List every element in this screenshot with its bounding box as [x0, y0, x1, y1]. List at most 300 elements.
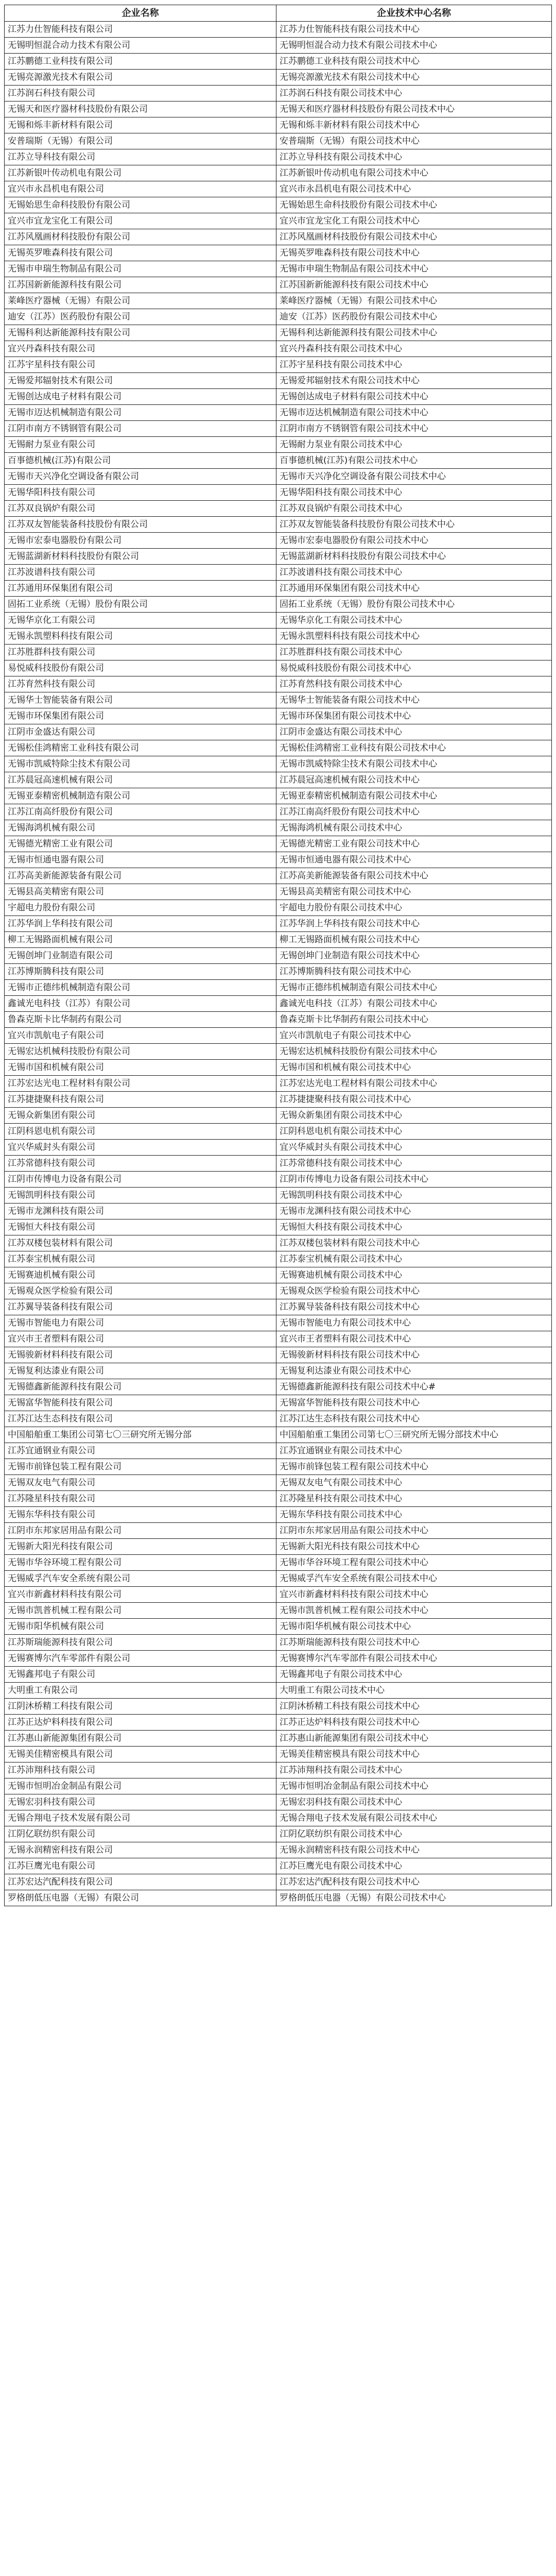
- table-row: [5, 549, 552, 565]
- tech-center-name-cell: 江苏宜通钢业有限公司技术中心: [276, 1443, 552, 1459]
- enterprise-name-cell: 无锡市申瑞生物制品有限公司: [5, 261, 276, 277]
- table-row: [5, 1826, 552, 1842]
- table-row: [5, 1219, 552, 1235]
- enterprise-name-cell: 江苏翼导装备科技有限公司: [5, 1299, 276, 1315]
- enterprise-name-cell: 无锡华阳科技有限公司: [5, 485, 276, 501]
- table-row: [5, 389, 552, 405]
- tech-center-name-cell: 江苏育然科技有限公司技术中心: [276, 676, 552, 692]
- table-row: [5, 1715, 552, 1731]
- enterprise-name-cell: 江阴市传博电力设备有限公司: [5, 1172, 276, 1188]
- enterprise-name-cell: 无锡市环保集团有限公司: [5, 708, 276, 724]
- tech-center-name-cell: 迪安（江苏）医药股份有限公司技术中心: [276, 309, 552, 325]
- enterprise-tech-center-table: [4, 5, 552, 1906]
- tech-center-name-cell: 江苏波谱科技有限公司技术中心: [276, 565, 552, 581]
- tech-center-name-cell: 无锡市华谷环境工程有限公司技术中心: [276, 1555, 552, 1571]
- tech-center-name-cell: 宜兴华威封头有限公司技术中心: [276, 1140, 552, 1156]
- tech-center-name-cell: 江阴市传博电力设备有限公司技术中心: [276, 1172, 552, 1188]
- table-row: [5, 708, 552, 724]
- table-row: [5, 70, 552, 86]
- table-row: [5, 133, 552, 149]
- tech-center-name-cell: 无锡耐力泵业有限公司技术中心: [276, 437, 552, 453]
- tech-center-name-cell: 无锡东华科技有限公司技术中心: [276, 1507, 552, 1523]
- table-row: [5, 229, 552, 245]
- tech-center-name-cell: 江苏江达生态科技有限公司技术中心: [276, 1411, 552, 1427]
- tech-center-name-cell: 无锡富华智能科技有限公司技术中心: [276, 1395, 552, 1411]
- table-row: [5, 852, 552, 868]
- tech-center-name-cell: 无锡市国和机械有限公司技术中心: [276, 1060, 552, 1076]
- table-row: [5, 1092, 552, 1108]
- table-row: [5, 1475, 552, 1491]
- enterprise-name-cell: 江苏润石科技有限公司: [5, 86, 276, 101]
- table-row: [5, 1603, 552, 1619]
- enterprise-name-cell: 江阴市南方不锈钢管有限公司: [5, 421, 276, 437]
- tech-center-name-cell: 中国船舶重工集团公司第七〇三研究所无锡分部技术中心: [276, 1427, 552, 1443]
- tech-center-name-cell: 无锡市天兴净化空调设备有限公司技术中心: [276, 469, 552, 485]
- tech-center-name-cell: 江苏双友智能装备科技股份有限公司技术中心: [276, 517, 552, 533]
- enterprise-name-cell: 无锡骏新材料科技有限公司: [5, 1347, 276, 1363]
- table-row: [5, 1874, 552, 1890]
- tech-center-name-cell: 宜兴市新鑫材料科技有限公司技术中心: [276, 1587, 552, 1603]
- enterprise-name-cell: 无锡蓝湖新材料科技股份有限公司: [5, 549, 276, 565]
- table-row: [5, 373, 552, 389]
- enterprise-name-cell: 江苏江南高纤股份有限公司: [5, 804, 276, 820]
- table-row: [5, 900, 552, 916]
- tech-center-name-cell: 无锡创达成电子材料有限公司技术中心: [276, 389, 552, 405]
- tech-center-name-cell: 无锡美佳精密模具有限公司技术中心: [276, 1747, 552, 1762]
- table-row: [5, 1076, 552, 1092]
- table-row: [5, 1044, 552, 1060]
- enterprise-name-cell: 无锡创坤门业制造有限公司: [5, 948, 276, 964]
- table-row: [5, 581, 552, 597]
- tech-center-name-cell: 罗格朗低压电器（无锡）有限公司技术中心: [276, 1890, 552, 1906]
- table-row: [5, 1012, 552, 1028]
- table-row: [5, 86, 552, 101]
- enterprise-name-cell: 无锡永凯塑料科技有限公司: [5, 629, 276, 645]
- enterprise-name-cell: 江苏宏达光电工程材料有限公司: [5, 1076, 276, 1092]
- header-enterprise-name: 企业名称: [5, 5, 276, 22]
- table-row: [5, 1539, 552, 1555]
- enterprise-name-cell: 无锡华士智能装备有限公司: [5, 692, 276, 708]
- enterprise-name-cell: 无锡天和医疗器材科技股份有限公司: [5, 101, 276, 117]
- enterprise-name-cell: 无锡众新集团有限公司: [5, 1108, 276, 1124]
- enterprise-name-cell: 无锡市恒明冶金制品有限公司: [5, 1778, 276, 1794]
- enterprise-name-cell: 江苏常德科技有限公司: [5, 1156, 276, 1172]
- table-row: [5, 517, 552, 533]
- table-row: [5, 405, 552, 421]
- table-row: [5, 1315, 552, 1331]
- tech-center-name-cell: 无锡华京化工有限公司技术中心: [276, 613, 552, 629]
- table-row: [5, 325, 552, 341]
- table-row: [5, 1619, 552, 1635]
- header-tech-center-name: 企业技术中心名称: [276, 5, 552, 22]
- table-row: [5, 38, 552, 54]
- table-row: [5, 54, 552, 70]
- enterprise-name-cell: 江苏沛翔科技有限公司: [5, 1762, 276, 1778]
- tech-center-name-cell: 江苏鹏德工业科技有限公司技术中心: [276, 54, 552, 70]
- tech-center-name-cell: 江苏宏达汽配科技有限公司技术中心: [276, 1874, 552, 1890]
- tech-center-name-cell: 无锡市前锋包装工程有限公司技术中心: [276, 1459, 552, 1475]
- tech-center-name-cell: 江苏宏达光电工程材料有限公司技术中心: [276, 1076, 552, 1092]
- tech-center-name-cell: 莱峰医疗器械（无锡）有限公司技术中心: [276, 293, 552, 309]
- tech-center-name-cell: 无锡松佳鸿精密工业科技有限公司技术中心: [276, 740, 552, 756]
- table-row: [5, 357, 552, 373]
- table-row: [5, 1667, 552, 1683]
- table-row: [5, 117, 552, 133]
- enterprise-name-cell: 无锡爱邦辐射技术有限公司: [5, 373, 276, 389]
- enterprise-name-cell: 无锡始思生命科技股份有限公司: [5, 197, 276, 213]
- enterprise-name-cell: 无锡市正德纬机械制造有限公司: [5, 980, 276, 996]
- tech-center-name-cell: 无锡市凯威特除尘技术有限公司技术中心: [276, 756, 552, 772]
- enterprise-name-cell: 江苏高美新能源装备有限公司: [5, 868, 276, 884]
- table-row: [5, 948, 552, 964]
- enterprise-name-cell: 莱峰医疗器械（无锡）有限公司: [5, 293, 276, 309]
- table-row: [5, 213, 552, 229]
- enterprise-name-cell: 江苏巨鹰光电有限公司: [5, 1858, 276, 1874]
- tech-center-name-cell: 无锡双友电气有限公司技术中心: [276, 1475, 552, 1491]
- tech-center-name-cell: 江苏通用环保集团有限公司技术中心: [276, 581, 552, 597]
- table-row: [5, 1299, 552, 1315]
- enterprise-name-cell: 无锡市凯威特除尘技术有限公司: [5, 756, 276, 772]
- table-row: [5, 485, 552, 501]
- tech-center-name-cell: 无锡德鑫新能源科技有限公司技术中心#: [276, 1379, 552, 1395]
- tech-center-name-cell: 无锡宏达机械科技股份有限公司技术中心: [276, 1044, 552, 1060]
- table-row: [5, 1555, 552, 1571]
- table-row: [5, 1427, 552, 1443]
- enterprise-name-cell: 无锡恒大科技有限公司: [5, 1219, 276, 1235]
- enterprise-name-cell: 宜兴丹森科技有限公司: [5, 341, 276, 357]
- enterprise-name-cell: 江苏通用环保集团有限公司: [5, 581, 276, 597]
- enterprise-name-cell: 江苏惠山新能源集团有限公司: [5, 1731, 276, 1747]
- tech-center-name-cell: 宇超电力股份有限公司技术中心: [276, 900, 552, 916]
- tech-center-name-cell: 江苏晨冠高速机械有限公司技术中心: [276, 772, 552, 788]
- enterprise-name-cell: 安普瑞斯（无锡）有限公司: [5, 133, 276, 149]
- enterprise-name-cell: 罗格朗低压电器（无锡）有限公司: [5, 1890, 276, 1906]
- tech-center-name-cell: 无锡创坤门业制造有限公司技术中心: [276, 948, 552, 964]
- table-row: [5, 996, 552, 1012]
- table-row: [5, 22, 552, 38]
- tech-center-name-cell: 江阴科恩电机有限公司技术中心: [276, 1124, 552, 1140]
- tech-center-name-cell: 江苏力仕智能科技有限公司技术中心: [276, 22, 552, 38]
- tech-center-name-cell: 江苏润石科技有限公司技术中心: [276, 86, 552, 101]
- table-row: [5, 1778, 552, 1794]
- tech-center-name-cell: 安普瑞斯（无锡）有限公司技术中心: [276, 133, 552, 149]
- enterprise-name-cell: 江苏双友智能装备科技股份有限公司: [5, 517, 276, 533]
- enterprise-name-cell: 无锡市宏泰电器股份有限公司: [5, 533, 276, 549]
- table-body: [5, 22, 552, 1906]
- tech-center-name-cell: 无锡鑫邦电子有限公司技术中心: [276, 1667, 552, 1683]
- enterprise-name-cell: 江苏新银叶传动机电有限公司: [5, 165, 276, 181]
- enterprise-name-cell: 无锡科利达新能源科技有限公司: [5, 325, 276, 341]
- table-row: [5, 1731, 552, 1747]
- table-row: [5, 964, 552, 980]
- enterprise-name-cell: 宜兴市永昌机电有限公司: [5, 181, 276, 197]
- table-row: [5, 1794, 552, 1810]
- table-row: [5, 453, 552, 469]
- table-row: [5, 309, 552, 325]
- table-row: [5, 1587, 552, 1603]
- tech-center-name-cell: 无锡恒大科技有限公司技术中心: [276, 1219, 552, 1235]
- enterprise-name-cell: 无锡双友电气有限公司: [5, 1475, 276, 1491]
- enterprise-name-cell: 无锡东华科技有限公司: [5, 1507, 276, 1523]
- enterprise-name-cell: 江阴市东邦家居用品有限公司: [5, 1523, 276, 1539]
- table-row: [5, 1842, 552, 1858]
- tech-center-name-cell: 江苏宇星科技有限公司技术中心: [276, 357, 552, 373]
- enterprise-name-cell: 无锡市华谷环境工程有限公司: [5, 1555, 276, 1571]
- tech-center-name-cell: 无锡华阳科技有限公司技术中心: [276, 485, 552, 501]
- table-row: [5, 1331, 552, 1347]
- tech-center-name-cell: 无锡科利达新能源科技有限公司技术中心: [276, 325, 552, 341]
- tech-center-name-cell: 无锡威孚汽车安全系统有限公司技术中心: [276, 1571, 552, 1587]
- table-row: [5, 181, 552, 197]
- tech-center-name-cell: 江苏国新新能源科技有限公司技术中心: [276, 277, 552, 293]
- enterprise-name-cell: 无锡合翔电子技术发展有限公司: [5, 1810, 276, 1826]
- table-row: [5, 1507, 552, 1523]
- enterprise-name-cell: 江苏双楼包装材料有限公司: [5, 1235, 276, 1251]
- tech-center-name-cell: 无锡海鸿机械有限公司技术中心: [276, 820, 552, 836]
- tech-center-name-cell: 江苏江南高纤股份有限公司技术中心: [276, 804, 552, 820]
- table-row: [5, 629, 552, 645]
- table-row: [5, 1251, 552, 1267]
- table-row: [5, 1635, 552, 1651]
- enterprise-name-cell: 江苏正达炉料科技有限公司: [5, 1715, 276, 1731]
- table-row: [5, 980, 552, 996]
- table-row: [5, 341, 552, 357]
- tech-center-name-cell: 宜兴丹森科技有限公司技术中心: [276, 341, 552, 357]
- enterprise-name-cell: 江阴沐桥精工科技有限公司: [5, 1699, 276, 1715]
- enterprise-name-cell: 无锡县高美精密有限公司: [5, 884, 276, 900]
- enterprise-name-cell: 无锡华京化工有限公司: [5, 613, 276, 629]
- enterprise-name-cell: 无锡永润精密科技有限公司: [5, 1842, 276, 1858]
- tech-center-name-cell: 江阴市金盛达有限公司技术中心: [276, 724, 552, 740]
- tech-center-name-cell: 无锡华士智能装备有限公司技术中心: [276, 692, 552, 708]
- enterprise-name-cell: 江阴亿联纺织有限公司: [5, 1826, 276, 1842]
- tech-center-name-cell: 无锡市宏泰电器股份有限公司技术中心: [276, 533, 552, 549]
- enterprise-name-cell: 江苏隆星科技有限公司: [5, 1491, 276, 1507]
- tech-center-name-cell: 江苏常德科技有限公司技术中心: [276, 1156, 552, 1172]
- enterprise-name-cell: 江苏风凰画材科技股份有限公司: [5, 229, 276, 245]
- tech-center-name-cell: 无锡新大阳光科技有限公司技术中心: [276, 1539, 552, 1555]
- table-row: [5, 149, 552, 165]
- tech-center-name-cell: 江苏隆星科技有限公司技术中心: [276, 1491, 552, 1507]
- enterprise-name-cell: 江苏博斯腾科技有限公司: [5, 964, 276, 980]
- table-row: [5, 613, 552, 629]
- tech-center-name-cell: 百事德机械(江苏)有限公司技术中心: [276, 453, 552, 469]
- enterprise-name-cell: 江苏宇星科技有限公司: [5, 357, 276, 373]
- tech-center-name-cell: 无锡凯明科技有限公司技术中心: [276, 1188, 552, 1204]
- tech-center-name-cell: 固拓工业系统（无锡）股份有限公司技术中心: [276, 597, 552, 613]
- table-row: [5, 724, 552, 740]
- table-row: [5, 884, 552, 900]
- tech-center-name-cell: 宜兴市王者塑料有限公司技术中心: [276, 1331, 552, 1347]
- tech-center-name-cell: 无锡赛迪机械有限公司技术中心: [276, 1267, 552, 1283]
- tech-center-name-cell: 江苏捷捷聚科技有限公司技术中心: [276, 1092, 552, 1108]
- enterprise-name-cell: 无锡德光精密工业有限公司: [5, 836, 276, 852]
- tech-center-name-cell: 无锡爱邦辐射技术有限公司技术中心: [276, 373, 552, 389]
- tech-center-name-cell: 无锡永润精密科技有限公司技术中心: [276, 1842, 552, 1858]
- enterprise-name-cell: 宜兴市凯航电子有限公司: [5, 1028, 276, 1044]
- tech-center-name-cell: 江苏高美新能源装备有限公司技术中心: [276, 868, 552, 884]
- tech-center-name-cell: 江苏新银叶传动机电有限公司技术中心: [276, 165, 552, 181]
- table-row: [5, 1747, 552, 1762]
- enterprise-name-cell: 鲁森克斯卡比华制药有限公司: [5, 1012, 276, 1028]
- enterprise-name-cell: 无锡市龙渊科技有限公司: [5, 1204, 276, 1219]
- tech-center-name-cell: 无锡明恒混合动力技术有限公司技术中心: [276, 38, 552, 54]
- enterprise-name-cell: 无锡赛迪机械有限公司: [5, 1267, 276, 1283]
- enterprise-name-cell: 江苏波谱科技有限公司: [5, 565, 276, 581]
- table-row: [5, 932, 552, 948]
- table-row: [5, 1459, 552, 1475]
- table-row: [5, 1762, 552, 1778]
- table-row: [5, 676, 552, 692]
- enterprise-name-cell: 无锡美佳精密模具有限公司: [5, 1747, 276, 1762]
- tech-center-name-cell: 无锡市阳华机械有限公司技术中心: [276, 1619, 552, 1635]
- tech-center-name-cell: 江苏斯瑞能源科技有限公司技术中心: [276, 1635, 552, 1651]
- enterprise-name-cell: 江苏江达生态科技有限公司: [5, 1411, 276, 1427]
- enterprise-name-cell: 迪安（江苏）医药股份有限公司: [5, 309, 276, 325]
- enterprise-name-cell: 无锡市前锋包装工程有限公司: [5, 1459, 276, 1475]
- tech-center-name-cell: 江阴市南方不锈钢管有限公司技术中心: [276, 421, 552, 437]
- enterprise-name-cell: 无锡松佳鸿精密工业科技有限公司: [5, 740, 276, 756]
- table-row: [5, 1108, 552, 1124]
- tech-center-name-cell: 无锡德光精密工业有限公司技术中心: [276, 836, 552, 852]
- table-row: [5, 1379, 552, 1395]
- table-row: [5, 421, 552, 437]
- tech-center-name-cell: 无锡赛博尔汽车零部件有限公司技术中心: [276, 1651, 552, 1667]
- enterprise-name-cell: 无锡复利达漆业有限公司: [5, 1363, 276, 1379]
- enterprise-name-cell: 宜兴市宜龙宝化工有限公司: [5, 213, 276, 229]
- table-row: [5, 1651, 552, 1667]
- tech-center-name-cell: 无锡市申瑞生物制品有限公司技术中心: [276, 261, 552, 277]
- table-row: [5, 836, 552, 852]
- enterprise-name-cell: 江苏斯瑞能源科技有限公司: [5, 1635, 276, 1651]
- enterprise-name-cell: 无锡威孚汽车安全系统有限公司: [5, 1571, 276, 1587]
- enterprise-name-cell: 无锡德鑫新能源科技有限公司: [5, 1379, 276, 1395]
- enterprise-name-cell: 江阴市金盛达有限公司: [5, 724, 276, 740]
- tech-center-name-cell: 无锡众新集团有限公司技术中心: [276, 1108, 552, 1124]
- table-row: [5, 804, 552, 820]
- tech-center-name-cell: 江苏翼导装备科技有限公司技术中心: [276, 1299, 552, 1315]
- tech-center-name-cell: 无锡和烁丰新材料有限公司技术中心: [276, 117, 552, 133]
- table-row: [5, 1267, 552, 1283]
- tech-center-name-cell: 无锡英罗唯森科技有限公司技术中心: [276, 245, 552, 261]
- table-row: [5, 916, 552, 932]
- table-row: [5, 1443, 552, 1459]
- table-row: [5, 1890, 552, 1906]
- tech-center-name-cell: 江苏华润上华科技有限公司技术中心: [276, 916, 552, 932]
- tech-center-name-cell: 无锡合翔电子技术发展有限公司技术中心: [276, 1810, 552, 1826]
- table-row: [5, 645, 552, 660]
- enterprise-name-cell: 无锡海鸿机械有限公司: [5, 820, 276, 836]
- table-row: [5, 756, 552, 772]
- tech-center-name-cell: 无锡市迈达机械制造有限公司技术中心: [276, 405, 552, 421]
- table-row: [5, 293, 552, 309]
- enterprise-name-cell: 无锡市凯普机械工程有限公司: [5, 1603, 276, 1619]
- enterprise-name-cell: 无锡亮源激光技术有限公司: [5, 70, 276, 86]
- table-row: [5, 1172, 552, 1188]
- enterprise-name-cell: 江苏力仕智能科技有限公司: [5, 22, 276, 38]
- enterprise-name-cell: 百事德机械(江苏)有限公司: [5, 453, 276, 469]
- tech-center-name-cell: 无锡市恒通电器有限公司技术中心: [276, 852, 552, 868]
- table-row: [5, 165, 552, 181]
- enterprise-name-cell: 江苏华润上华科技有限公司: [5, 916, 276, 932]
- table-row: [5, 277, 552, 293]
- enterprise-name-cell: 宜兴市新鑫材料科技有限公司: [5, 1587, 276, 1603]
- tech-center-name-cell: 无锡蓝湖新材料科技股份有限公司技术中心: [276, 549, 552, 565]
- table-row: [5, 437, 552, 453]
- enterprise-name-cell: 江苏晨冠高速机械有限公司: [5, 772, 276, 788]
- enterprise-name-cell: 无锡市阳华机械有限公司: [5, 1619, 276, 1635]
- table-row: [5, 245, 552, 261]
- enterprise-name-cell: 宜兴华威封头有限公司: [5, 1140, 276, 1156]
- tech-center-name-cell: 无锡市恒明冶金制品有限公司技术中心: [276, 1778, 552, 1794]
- table-row: [5, 740, 552, 756]
- enterprise-name-cell: 无锡耐力泵业有限公司: [5, 437, 276, 453]
- table-row: [5, 1571, 552, 1587]
- table-row: [5, 261, 552, 277]
- enterprise-name-cell: 无锡和烁丰新材料有限公司: [5, 117, 276, 133]
- enterprise-name-cell: 无锡市迈达机械制造有限公司: [5, 405, 276, 421]
- table-row: [5, 101, 552, 117]
- tech-center-name-cell: 无锡永凯塑料科技有限公司技术中心: [276, 629, 552, 645]
- enterprise-name-cell: 无锡市恒通电器有限公司: [5, 852, 276, 868]
- tech-center-name-cell: 宜兴市凯航电子有限公司技术中心: [276, 1028, 552, 1044]
- table-row: [5, 1347, 552, 1363]
- table-row: [5, 533, 552, 549]
- table-row: [5, 501, 552, 517]
- tech-center-name-cell: 无锡市龙渊科技有限公司技术中心: [276, 1204, 552, 1219]
- tech-center-name-cell: 江苏惠山新能源集团有限公司技术中心: [276, 1731, 552, 1747]
- tech-center-name-cell: 江苏立导科技有限公司技术中心: [276, 149, 552, 165]
- enterprise-name-cell: 无锡宏羽科技有限公司: [5, 1794, 276, 1810]
- tech-center-name-cell: 无锡骏新材料科技有限公司技术中心: [276, 1347, 552, 1363]
- table-row: [5, 1858, 552, 1874]
- table-row: [5, 1028, 552, 1044]
- enterprise-name-cell: 江苏鹏德工业科技有限公司: [5, 54, 276, 70]
- table-row: [5, 1491, 552, 1507]
- tech-center-name-cell: 江阴沐桥精工科技有限公司技术中心: [276, 1699, 552, 1715]
- table-row: [5, 1411, 552, 1427]
- table-row: [5, 1060, 552, 1076]
- tech-center-name-cell: 易悦威科技股份有限公司技术中心: [276, 660, 552, 676]
- tech-center-name-cell: 江苏正达炉料科技有限公司技术中心: [276, 1715, 552, 1731]
- enterprise-name-cell: 柳工无锡路面机械有限公司: [5, 932, 276, 948]
- enterprise-name-cell: 无锡英罗唯森科技有限公司: [5, 245, 276, 261]
- tech-center-name-cell: 无锡宏羽科技有限公司技术中心: [276, 1794, 552, 1810]
- enterprise-name-cell: 江苏育然科技有限公司: [5, 676, 276, 692]
- tech-center-name-cell: 无锡复利达漆业有限公司技术中心: [276, 1363, 552, 1379]
- tech-center-name-cell: 无锡观众医学检验有限公司技术中心: [276, 1283, 552, 1299]
- enterprise-name-cell: 江苏国新新能源科技有限公司: [5, 277, 276, 293]
- enterprise-name-cell: 无锡亚泰精密机械制造有限公司: [5, 788, 276, 804]
- enterprise-name-cell: 江苏捷捷聚科技有限公司: [5, 1092, 276, 1108]
- table-row: [5, 1140, 552, 1156]
- table-row: [5, 1683, 552, 1699]
- table-row: [5, 788, 552, 804]
- enterprise-name-cell: 江苏立导科技有限公司: [5, 149, 276, 165]
- tech-center-name-cell: 江苏胜群科技有限公司技术中心: [276, 645, 552, 660]
- table-row: [5, 1235, 552, 1251]
- tech-center-name-cell: 无锡亮源激光技术有限公司技术中心: [276, 70, 552, 86]
- enterprise-name-cell: 固拓工业系统（无锡）股份有限公司: [5, 597, 276, 613]
- table-row: [5, 1283, 552, 1299]
- enterprise-name-cell: 易悦威科技股份有限公司: [5, 660, 276, 676]
- tech-center-name-cell: 无锡市环保集团有限公司技术中心: [276, 708, 552, 724]
- table-row: [5, 660, 552, 676]
- tech-center-name-cell: 江苏巨鹰光电有限公司技术中心: [276, 1858, 552, 1874]
- table-row: [5, 1395, 552, 1411]
- enterprise-name-cell: 无锡明恒混合动力技术有限公司: [5, 38, 276, 54]
- enterprise-name-cell: 无锡凯明科技有限公司: [5, 1188, 276, 1204]
